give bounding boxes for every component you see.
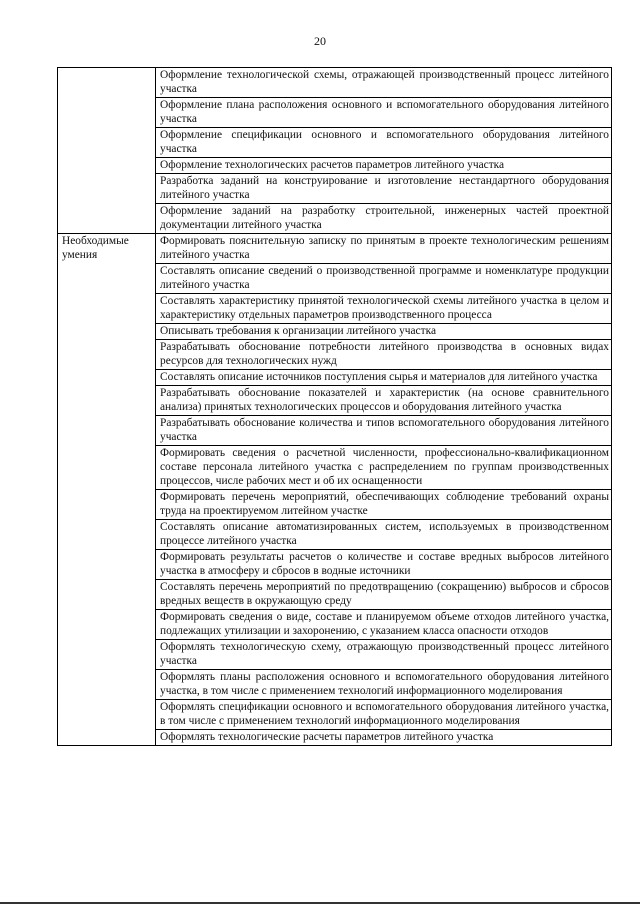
page-number: 20 xyxy=(314,34,326,48)
item-cell: Разработка заданий на конструирование и изготовление нестандартного оборудования литейного участка xyxy=(156,174,612,204)
item-cell: Оформление спецификации основного и вспомогательного оборудования литейного участка xyxy=(156,128,612,158)
skills-label: Необходимые умения xyxy=(58,234,156,746)
item-cell: Формировать пояснительную записку по принятым в проекте технологическим решениям литейного участка xyxy=(156,234,612,264)
item-cell: Составлять описание источников поступления сырья и материалов для литейного участка xyxy=(156,370,612,386)
item-cell: Составлять перечень мероприятий по предотвращению (сокращению) выбросов и сбросов вредных веществ в окружающую среду xyxy=(156,580,612,610)
item-cell: Разрабатывать обоснование показателей и характеристик (на основе сравнительного анализа) принятых технологических процессов и оборудования литейного участка xyxy=(156,386,612,416)
item-cell: Формировать результаты расчетов о количестве и составе вредных выбросов литейного участка в атмосферу и сбросов в водные источники xyxy=(156,550,612,580)
item-cell: Составлять описание автоматизированных систем, используемых в производственном процессе литейного участка xyxy=(156,520,612,550)
item-cell: Оформлять технологические расчеты параметров литейного участка xyxy=(156,730,612,746)
item-cell: Оформление технологической схемы, отражающей производственный процесс литейного участка xyxy=(156,68,612,98)
item-cell: Формировать сведения о виде, составе и планируемом объеме отходов литейного участка, подлежащих утилизации и захоронению, с указанием класса опасности отходов xyxy=(156,610,612,640)
item-cell: Формировать перечень мероприятий, обеспечивающих соблюдение требований охраны труда на проектируемом литейном участке xyxy=(156,490,612,520)
empty-label-cell xyxy=(58,68,156,234)
item-cell: Разрабатывать обоснование потребности литейного производства в основных видах ресурсов для технологических нужд xyxy=(156,340,612,370)
item-cell: Разрабатывать обоснование количества и типов вспомогательного оборудования литейного участка xyxy=(156,416,612,446)
table-row xyxy=(58,234,612,264)
item-cell: Составлять описание сведений о производственной программе и номенклатуре продукции литейного участка xyxy=(156,264,612,294)
item-cell: Оформлять планы расположения основного и вспомогательного оборудования литейного участка, в том числе с применением технологий информационного моделирования xyxy=(156,670,612,700)
item-cell: Оформление плана расположения основного и вспомогательного оборудования литейного участка xyxy=(156,98,612,128)
item-cell: Составлять характеристику принятой технологической схемы литейного участка в целом и характеристику отдельных параметров производственного процесса xyxy=(156,294,612,324)
table-row xyxy=(58,68,612,98)
item-cell: Формировать сведения о расчетной численности, профессионально-квалификационном составе персонала литейного участка с распределением по группам производственных процессов, числе рабочих мест и об их оснащенности xyxy=(156,446,612,490)
item-cell: Описывать требования к организации литейного участка xyxy=(156,324,612,340)
item-cell: Оформлять спецификации основного и вспомогательного оборудования литейного участка, в том числе с применением технологий информационного моделирования xyxy=(156,700,612,730)
item-cell: Оформлять технологическую схему, отражающую производственный процесс литейного участка xyxy=(156,640,612,670)
item-cell: Оформление заданий на разработку строительной, инженерных частей проектной документации литейного участка xyxy=(156,204,612,234)
requirements-table xyxy=(57,67,612,746)
item-cell: Оформление технологических расчетов параметров литейного участка xyxy=(156,158,612,174)
page-bottom-edge xyxy=(0,902,640,904)
